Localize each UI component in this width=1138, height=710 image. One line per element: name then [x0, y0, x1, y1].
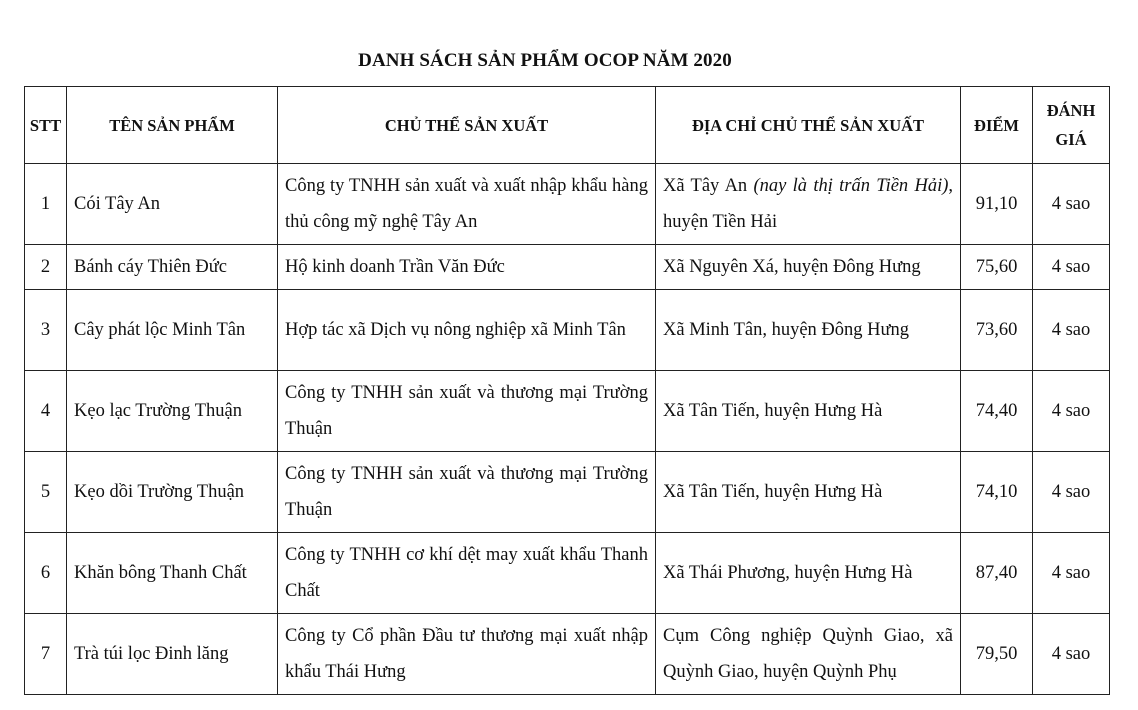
- cell-product-name: Cói Tây An: [67, 164, 278, 245]
- table-row: [25, 290, 1110, 371]
- table-header-row: [25, 87, 1110, 164]
- cell-product-name: Kẹo lạc Trường Thuận: [67, 371, 278, 452]
- cell-rating: 4 sao: [1033, 371, 1110, 452]
- cell-producer: Hợp tác xã Dịch vụ nông nghiệp xã Minh Tân: [278, 290, 656, 371]
- cell-rating: 4 sao: [1033, 245, 1110, 290]
- table-row: [25, 371, 1110, 452]
- address-note: (nay là thị trấn Tiền Hải): [753, 176, 949, 196]
- cell-producer-address: Xã Minh Tân, huyện Đông Hưng: [656, 290, 961, 371]
- cell-producer-address: [656, 164, 961, 245]
- cell-producer: Công ty TNHH sản xuất và thương mại Trường Thuận: [278, 452, 656, 533]
- cell-stt: 4: [25, 371, 67, 452]
- cell-producer: Công ty TNHH sản xuất và thương mại Trường Thuận: [278, 371, 656, 452]
- address-text: Xã Tây An: [663, 176, 754, 196]
- table-row: [25, 245, 1110, 290]
- header-product-name: TÊN SẢN PHẨM: [67, 87, 278, 164]
- cell-stt: 5: [25, 452, 67, 533]
- header-rating: ĐÁNH GIÁ: [1033, 87, 1110, 164]
- cell-stt: 1: [25, 164, 67, 245]
- cell-stt: 2: [25, 245, 67, 290]
- header-producer: CHỦ THỂ SẢN XUẤT: [278, 87, 656, 164]
- cell-rating: 4 sao: [1033, 164, 1110, 245]
- cell-score: 74,40: [961, 371, 1033, 452]
- cell-rating: 4 sao: [1033, 614, 1110, 695]
- cell-product-name: Kẹo dồi Trường Thuận: [67, 452, 278, 533]
- cell-producer-address: Xã Nguyên Xá, huyện Đông Hưng: [656, 245, 961, 290]
- cell-score: 79,50: [961, 614, 1033, 695]
- cell-product-name: Khăn bông Thanh Chất: [67, 533, 278, 614]
- cell-rating: 4 sao: [1033, 533, 1110, 614]
- cell-product-name: Bánh cáy Thiên Đức: [67, 245, 278, 290]
- address-text-end: , huyện Tiền Hải: [663, 176, 953, 232]
- cell-stt: 7: [25, 614, 67, 695]
- page-title: DANH SÁCH SẢN PHẨM OCOP NĂM 2020: [358, 50, 732, 71]
- cell-producer-address: Cụm Công nghiệp Quỳnh Giao, xã Quỳnh Giao, huyện Quỳnh Phụ: [656, 614, 961, 695]
- cell-score: 74,10: [961, 452, 1033, 533]
- cell-product-name: Trà túi lọc Đinh lăng: [67, 614, 278, 695]
- table-row: [25, 533, 1110, 614]
- header-producer-address: ĐỊA CHỈ CHỦ THỂ SẢN XUẤT: [656, 87, 961, 164]
- cell-product-name: Cây phát lộc Minh Tân: [67, 290, 278, 371]
- header-score: ĐIỂM: [961, 87, 1033, 164]
- cell-stt: 3: [25, 290, 67, 371]
- header-stt: STT: [25, 87, 67, 164]
- cell-producer-address: Xã Tân Tiến, huyện Hưng Hà: [656, 371, 961, 452]
- table-row: [25, 614, 1110, 695]
- cell-producer: Công ty Cổ phần Đầu tư thương mại xuất nhập khẩu Thái Hưng: [278, 614, 656, 695]
- cell-producer-address: Xã Tân Tiến, huyện Hưng Hà: [656, 452, 961, 533]
- cell-producer-address: Xã Thái Phương, huyện Hưng Hà: [656, 533, 961, 614]
- cell-producer: Công ty TNHH cơ khí dệt may xuất khẩu Thanh Chất: [278, 533, 656, 614]
- cell-stt: 6: [25, 533, 67, 614]
- table-row: [25, 164, 1110, 245]
- cell-score: 91,10: [961, 164, 1033, 245]
- cell-score: 87,40: [961, 533, 1033, 614]
- cell-rating: 4 sao: [1033, 452, 1110, 533]
- table-row: [25, 452, 1110, 533]
- cell-score: 73,60: [961, 290, 1033, 371]
- ocop-products-table: [24, 86, 1110, 695]
- cell-producer: Hộ kinh doanh Trần Văn Đức: [278, 245, 656, 290]
- cell-rating: 4 sao: [1033, 290, 1110, 371]
- cell-score: 75,60: [961, 245, 1033, 290]
- cell-producer: Công ty TNHH sản xuất và xuất nhập khẩu hàng thủ công mỹ nghệ Tây An: [278, 164, 656, 245]
